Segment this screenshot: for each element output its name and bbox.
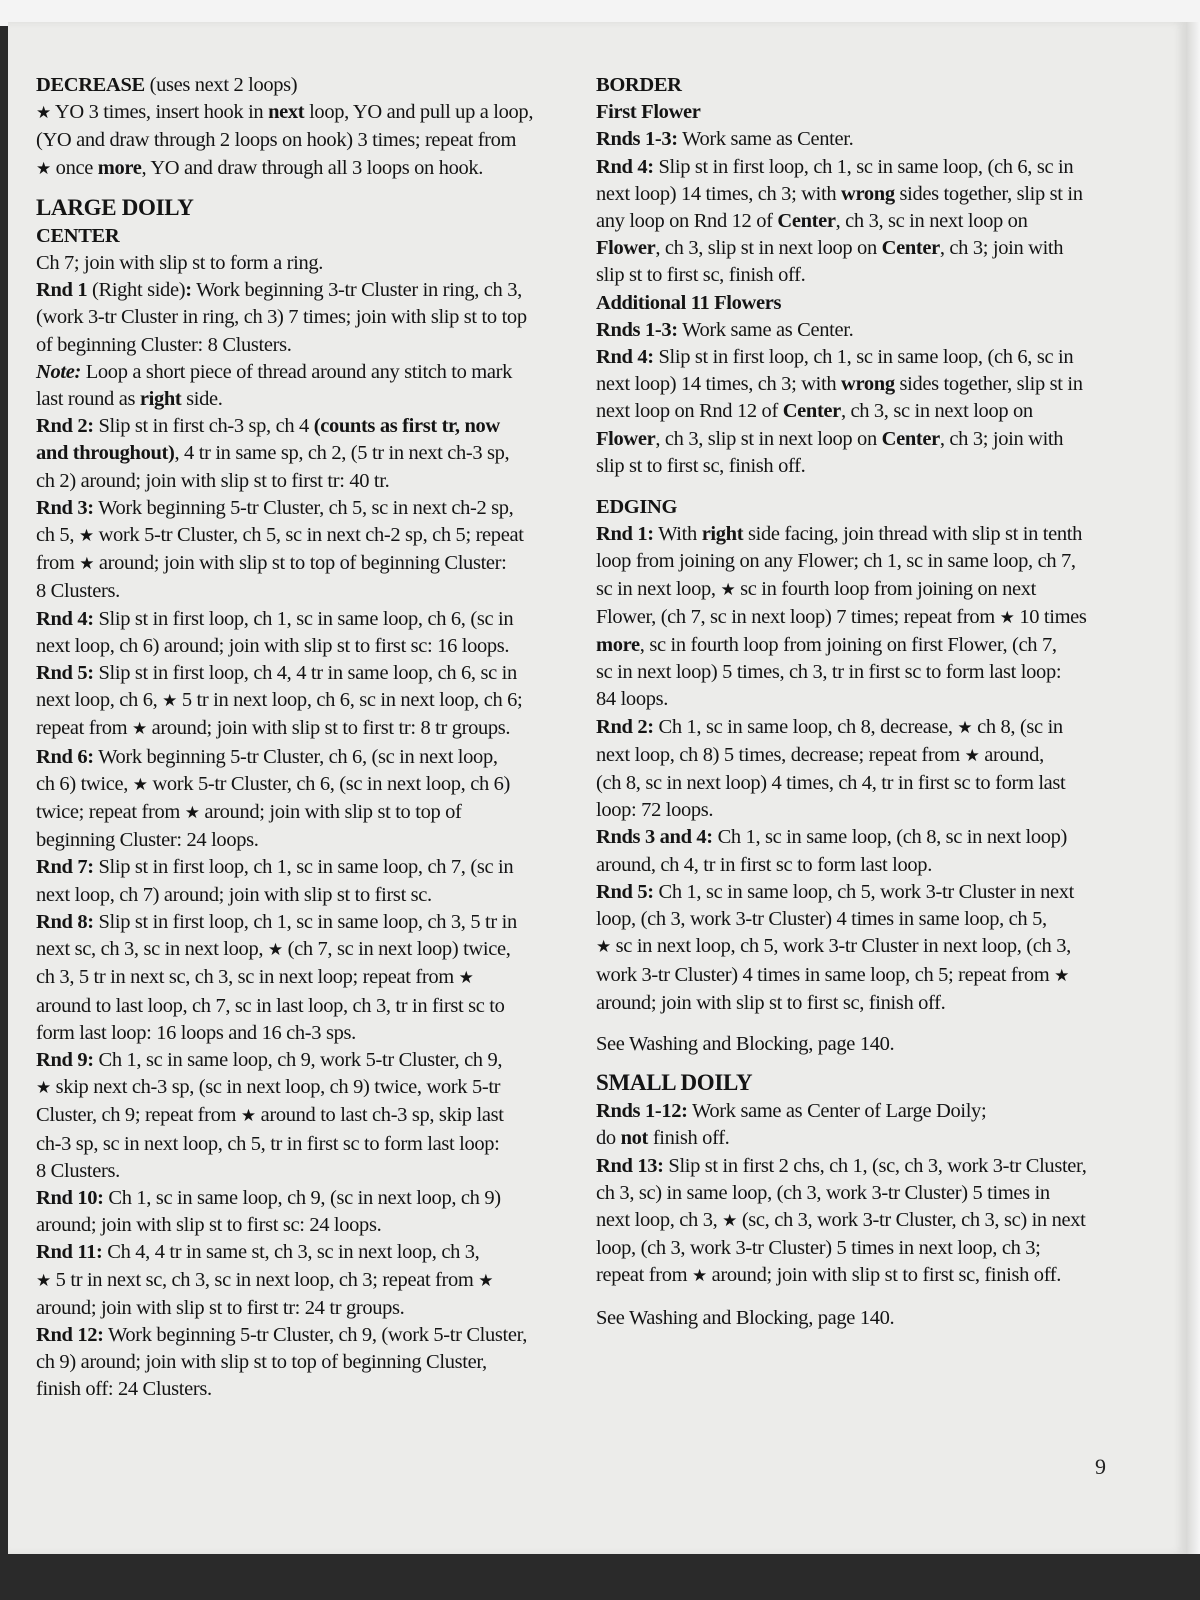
rnd8-line-5: form last loop: 16 loops and 16 ch-3 sps. [36,1021,356,1044]
decrease-line-2: (YO and draw through 2 loops on hook) 3 times; repeat from [36,129,517,152]
rnd8-line-3: ch 3, 5 tr in next sc, ch 3, sc in next loop; repeat from ★ [36,966,474,989]
star-icon: ★ [78,526,94,547]
decrease-heading: DECREASE (uses next 2 loops) [36,74,298,96]
additional-flowers-heading: Additional 11 Flowers [596,291,782,314]
star-icon: ★ [184,803,200,824]
note-line-2: last round as right side. [36,388,223,411]
e-rnd1-line-3: sc in next loop, ★ sc in fourth loop from joining on next [596,577,1036,600]
rnd9-line-4: ch-3 sp, sc in next loop, ch 5, tr in first sc to form last loop: [36,1132,500,1155]
star-icon: ★ [267,940,283,961]
e-rnd2-line-3: (ch 8, sc in next loop) 4 times, ch 4, tr in first sc to form last [596,772,1066,795]
star-icon: ★ [458,968,474,989]
rnd5-line-3: repeat from ★ around; join with slip st to first tr: 8 tr groups. [36,717,511,740]
e-rnd5-line-5: around; join with slip st to first sc, finish off. [596,991,946,1014]
star-icon: ★ [132,774,148,795]
af-rnd4-line-3: next loop on Rnd 12 of Center, ch 3, sc in next loop on [596,400,1033,423]
star-icon: ★ [36,103,51,124]
rnd11-line-3: around; join with slip st to first tr: 24 tr groups. [36,1296,405,1319]
rnd5-line-1: Rnd 5: Slip st in first loop, ch 4, 4 tr in same loop, ch 6, sc in [36,662,517,685]
left-column [36,72,576,1404]
rnd12-line-2: ch 9) around; join with slip st to top of beginning Cluster, [36,1351,487,1374]
e-rnd5-line-1: Rnd 5: Ch 1, sc in same loop, ch 5, work 3-tr Cluster in next [596,880,1075,903]
star-icon: ★ [957,717,973,738]
rnd9-line-1: Rnd 9: Ch 1, sc in same loop, ch 9, work 5-tr Cluster, ch 9, [36,1048,503,1071]
star-icon: ★ [999,607,1015,628]
rnd4-line-2: next loop, ch 6) around; join with slip st to first sc: 16 loops. [36,634,510,657]
af-rnds13: Rnds 1-3: Work same as Center. [596,318,854,341]
see-washing-1: See Washing and Blocking, page 140. [596,1032,895,1055]
rnd3-line-4: 8 Clusters. [36,580,120,603]
star-icon: ★ [162,691,178,712]
see-washing-2: See Washing and Blocking, page 140. [596,1306,895,1329]
book-page [8,22,1186,1554]
rnd10-line-2: around; join with slip st to first sc: 24 loops. [36,1214,382,1237]
rnd12-line-3: finish off: 24 Clusters. [36,1378,212,1401]
note-line-1: Note: Loop a short piece of thread around any stitch to mark [36,360,512,383]
page-number: 9 [1095,1454,1106,1479]
star-icon: ★ [36,158,51,179]
rnd10-line-1: Rnd 10: Ch 1, sc in same loop, ch 9, (sc in next loop, ch 9) [36,1186,501,1209]
star-icon: ★ [722,1210,738,1231]
e-rnd1-line-5: more, sc in fourth loop from joining on first Flower, (ch 7, [596,634,1057,657]
rnd11-line-2: ★ 5 tr in next sc, ch 3, sc in next loop, ch 3; repeat from ★ [36,1268,494,1291]
rnd7-line-1: Rnd 7: Slip st in first loop, ch 1, sc in same loop, ch 7, (sc in [36,856,514,879]
ff-rnd4-line-5: slip st to first sc, finish off. [596,264,806,287]
e-rnd34-line-2: around, ch 4, tr in first sc to form last loop. [596,853,932,876]
star-icon: ★ [36,1078,51,1099]
af-rnd4-line-4: Flower, ch 3, slip st in next loop on Center, ch 3; join with [596,427,1064,450]
star-icon: ★ [36,1270,51,1291]
e-rnd5-line-2: loop, (ch 3, work 3-tr Cluster) 4 times in same loop, ch 5, [596,908,1047,931]
page-edge [1186,22,1200,1554]
border-heading: BORDER [596,74,682,96]
e-rnd2-line-1: Rnd 2: Ch 1, sc in same loop, ch 8, decrease, ★ ch 8, (sc in [596,715,1063,738]
e-rnd34-line-1: Rnds 3 and 4: Ch 1, sc in same loop, (ch 8, sc in next loop) [596,826,1068,849]
rnd1-line-3: of beginning Cluster: 8 Clusters. [36,333,292,356]
e-rnd1-line-2: loop from joining on any Flower; ch 1, sc in same loop, ch 7, [596,550,1076,573]
right-column [596,72,1136,1332]
rnd6-line-4: beginning Cluster: 24 loops. [36,829,259,852]
center-intro: Ch 7; join with slip st to form a ring. [36,252,324,275]
decrease-line-1: ★ YO 3 times, insert hook in next loop, YO and pull up a loop, [36,101,534,124]
rnd8-line-1: Rnd 8: Slip st in first loop, ch 1, sc in same loop, ch 3, 5 tr in [36,910,517,933]
star-icon: ★ [478,1270,494,1291]
e-rnd5-line-3: ★ sc in next loop, ch 5, work 3-tr Cluster in next loop, (ch 3, [596,935,1071,958]
e-rnd1-line-1: Rnd 1: With right side facing, join thread with slip st in tenth [596,523,1083,546]
e-rnd1-line-4: Flower, (ch 7, sc in next loop) 7 times; repeat from ★ 10 times [596,605,1087,628]
star-icon: ★ [240,1106,256,1127]
rnd3-line-1: Rnd 3: Work beginning 5-tr Cluster, ch 5, sc in next ch-2 sp, [36,496,514,519]
s-rnds112-line-1: Rnds 1-12: Work same as Center of Large Doily; [596,1100,987,1123]
star-icon: ★ [691,1266,707,1287]
center-heading: CENTER [36,224,120,247]
rnd3-line-3: from ★ around; join with slip st to top of beginning Cluster: [36,552,507,575]
rnd3-line-2: ch 5, ★ work 5-tr Cluster, ch 5, sc in next ch-2 sp, ch 5; repeat [36,524,524,547]
star-icon: ★ [596,937,611,958]
large-doily-heading: LARGE DOILY [36,194,194,220]
rnd6-line-3: twice; repeat from ★ around; join with slip st to top of [36,801,462,824]
rnd9-line-5: 8 Clusters. [36,1159,120,1182]
small-doily-heading: SMALL DOILY [596,1070,753,1096]
af-rnd4-line-2: next loop) 14 times, ch 3; with wrong sides together, slip st in [596,373,1083,396]
rnd6-line-2: ch 6) twice, ★ work 5-tr Cluster, ch 6, (sc in next loop, ch 6) [36,772,511,795]
e-rnd2-line-2: next loop, ch 8) 5 times, decrease; repeat from ★ around, [596,743,1044,766]
rnd5-line-2: next loop, ch 6, ★ 5 tr in next loop, ch 6, sc in next loop, ch 6; [36,689,523,712]
star-icon: ★ [1054,965,1070,986]
rnd2-line-1: Rnd 2: Slip st in first ch-3 sp, ch 4 (counts as first tr, now [36,415,500,438]
rnd4-line-1: Rnd 4: Slip st in first loop, ch 1, sc in same loop, ch 6, (sc in [36,607,514,630]
star-icon: ★ [79,554,95,575]
af-rnd4-line-1: Rnd 4: Slip st in first loop, ch 1, sc in same loop, (ch 6, sc in [596,346,1074,369]
e-rnd1-line-7: 84 loops. [596,688,669,711]
rnd1-line-2: (work 3-tr Cluster in ring, ch 3) 7 times; join with slip st to top [36,306,527,329]
s-rnd13-line-3: next loop, ch 3, ★ (sc, ch 3, work 3-tr Cluster, ch 3, sc) in next [596,1208,1086,1231]
e-rnd5-line-4: work 3-tr Cluster) 4 times in same loop, ch 5; repeat from ★ [596,963,1070,986]
e-rnd1-line-6: sc in next loop) 5 times, ch 3, tr in first sc to form last loop: [596,661,1062,684]
rnd2-line-2: and throughout), 4 tr in same sp, ch 2, (5 tr in next ch-3 sp, [36,442,510,465]
star-icon: ★ [131,719,147,740]
first-flower-heading: First Flower [596,101,701,124]
rnd9-line-3: Cluster, ch 9; repeat from ★ around to last ch-3 sp, skip last [36,1104,504,1127]
rnd1-line-1: Rnd 1 (Right side): Work beginning 3-tr Cluster in ring, ch 3, [36,279,522,302]
rnd2-line-3: ch 2) around; join with slip st to first tr: 40 tr. [36,469,390,492]
ff-rnds13: Rnds 1-3: Work same as Center. [596,128,854,151]
ff-rnd4-line-1: Rnd 4: Slip st in first loop, ch 1, sc in same loop, (ch 6, sc in [596,155,1074,178]
e-rnd2-line-4: loop: 72 loops. [596,799,714,822]
rnd9-line-2: ★ skip next ch-3 sp, (sc in next loop, ch 9) twice, work 5-tr [36,1076,501,1099]
ff-rnd4-line-2: next loop) 14 times, ch 3; with wrong sides together, slip st in [596,182,1083,205]
rnd6-line-1: Rnd 6: Work beginning 5-tr Cluster, ch 6, (sc in next loop, [36,745,498,768]
ff-rnd4-line-3: any loop on Rnd 12 of Center, ch 3, sc in next loop on [596,210,1028,233]
rnd7-line-2: next loop, ch 7) around; join with slip st to first sc. [36,883,432,906]
star-icon: ★ [720,579,736,600]
decrease-line-3: ★ once more, YO and draw through all 3 loops on hook. [36,156,484,179]
rnd12-line-1: Rnd 12: Work beginning 5-tr Cluster, ch 9, (work 5-tr Cluster, [36,1323,528,1346]
s-rnd13-line-5: repeat from ★ around; join with slip st to first sc, finish off. [596,1264,1062,1287]
edging-heading: EDGING [596,496,678,519]
rnd8-line-2: next sc, ch 3, sc in next loop, ★ (ch 7, sc in next loop) twice, [36,938,511,961]
s-rnd13-line-2: ch 3, sc) in same loop, (ch 3, work 3-tr Cluster) 5 times in [596,1181,1050,1204]
s-rnds112-line-2: do not finish off. [596,1127,730,1150]
rnd8-line-4: around to last loop, ch 7, sc in last loop, ch 3, tr in first sc to [36,994,505,1017]
s-rnd13-line-4: loop, (ch 3, work 3-tr Cluster) 5 times in next loop, ch 3; [596,1237,1041,1260]
s-rnd13-line-1: Rnd 13: Slip st in first 2 chs, ch 1, (sc, ch 3, work 3-tr Cluster, [596,1154,1087,1177]
ff-rnd4-line-4: Flower, ch 3, slip st in next loop on Center, ch 3; join with [596,237,1064,260]
star-icon: ★ [964,745,980,766]
af-rnd4-line-5: slip st to first sc, finish off. [596,454,806,477]
rnd11-line-1: Rnd 11: Ch 4, 4 tr in same st, ch 3, sc in next loop, ch 3, [36,1241,480,1264]
